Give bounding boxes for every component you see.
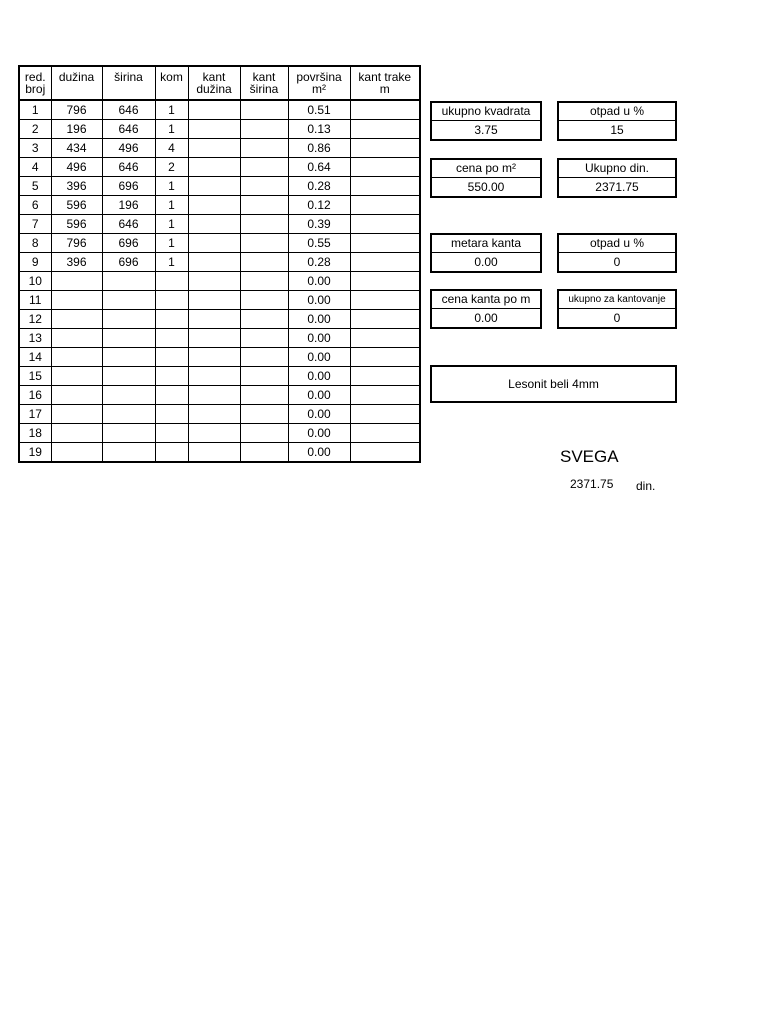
col-kant-duzina-cell[interactable] [188, 272, 240, 291]
col-kant-duzina-cell[interactable] [188, 120, 240, 139]
col-kant-sirina-cell[interactable] [240, 196, 288, 215]
col-red-broj-cell: 14 [19, 348, 51, 367]
col-sirina-cell[interactable]: 496 [102, 139, 155, 158]
table-row [19, 291, 420, 310]
metara-kanta-box [430, 233, 542, 273]
col-kant-sirina-cell[interactable] [240, 120, 288, 139]
col-sirina-cell[interactable]: 646 [102, 100, 155, 120]
col-kant-trake-cell[interactable] [350, 310, 420, 329]
col-kom-cell[interactable] [155, 424, 188, 443]
cena-po-m2-box [430, 158, 542, 198]
col-kant-trake-cell[interactable] [350, 367, 420, 386]
col-kant-duzina-header: kant dužina [188, 66, 240, 100]
col-sirina-cell[interactable]: 696 [102, 253, 155, 272]
ukupno-din-box [557, 158, 677, 198]
col-sirina-cell[interactable]: 646 [102, 158, 155, 177]
col-kant-duzina-cell[interactable] [188, 177, 240, 196]
ukupno-kvadrata-value[interactable]: 3.75 [474, 123, 498, 137]
col-kant-sirina-cell[interactable] [240, 367, 288, 386]
table-row [19, 234, 420, 253]
col-kom-cell[interactable]: 1 [155, 215, 188, 234]
col-kom-cell[interactable]: 1 [155, 234, 188, 253]
table-row [19, 215, 420, 234]
col-povrsina-cell: 0.28 [288, 177, 350, 196]
table-row [19, 120, 420, 139]
col-duzina-cell[interactable]: 396 [51, 177, 102, 196]
col-kant-sirina-cell[interactable] [240, 424, 288, 443]
col-kant-duzina-cell[interactable] [188, 367, 240, 386]
otpad-value[interactable]: 15 [610, 123, 624, 137]
col-kom-cell[interactable] [155, 405, 188, 424]
col-sirina-cell[interactable] [102, 367, 155, 386]
col-sirina-cell[interactable] [102, 329, 155, 348]
col-duzina-cell[interactable] [51, 329, 102, 348]
col-duzina-cell[interactable]: 796 [51, 100, 102, 120]
col-kom-cell[interactable] [155, 367, 188, 386]
table-row [19, 348, 420, 367]
col-kant-sirina-cell[interactable] [240, 234, 288, 253]
ukupno-din-label: Ukupno din. [559, 160, 675, 178]
ukupno-kantovanje-value[interactable]: 0 [613, 311, 621, 325]
col-kom-cell[interactable]: 1 [155, 100, 188, 120]
col-red-broj-cell: 17 [19, 405, 51, 424]
col-kant-duzina-cell[interactable] [188, 158, 240, 177]
col-kant-trake-cell[interactable] [350, 177, 420, 196]
cena-kanta-value[interactable]: 0.00 [474, 311, 498, 325]
col-sirina-cell[interactable] [102, 272, 155, 291]
col-kant-duzina-cell[interactable] [188, 234, 240, 253]
otpad-kant-box [557, 233, 677, 273]
col-povrsina-cell: 0.00 [288, 367, 350, 386]
col-kant-trake-cell[interactable] [350, 139, 420, 158]
col-duzina-cell[interactable] [51, 424, 102, 443]
table-row [19, 386, 420, 405]
col-sirina-cell[interactable] [102, 310, 155, 329]
col-kant-sirina-cell[interactable] [240, 215, 288, 234]
col-duzina-cell[interactable]: 434 [51, 139, 102, 158]
col-sirina-cell[interactable] [102, 443, 155, 463]
col-sirina-cell[interactable]: 646 [102, 215, 155, 234]
col-red-broj-cell: 16 [19, 386, 51, 405]
col-kant-trake-cell[interactable] [350, 272, 420, 291]
col-duzina-cell[interactable]: 396 [51, 253, 102, 272]
col-kant-duzina-cell[interactable] [188, 405, 240, 424]
col-kom-cell[interactable] [155, 443, 188, 463]
col-sirina-cell[interactable] [102, 348, 155, 367]
col-duzina-cell[interactable]: 596 [51, 215, 102, 234]
col-kant-sirina-cell[interactable] [240, 291, 288, 310]
table-header-row [19, 66, 420, 100]
cena-kanta-label: cena kanta po m [432, 291, 540, 309]
col-kant-sirina-cell[interactable] [240, 177, 288, 196]
col-kant-sirina-cell[interactable] [240, 253, 288, 272]
col-kant-duzina-cell[interactable] [188, 424, 240, 443]
col-kom-cell[interactable] [155, 291, 188, 310]
col-duzina-cell[interactable] [51, 443, 102, 463]
col-kom-cell[interactable]: 1 [155, 253, 188, 272]
col-duzina-cell[interactable] [51, 291, 102, 310]
col-kant-duzina-cell[interactable] [188, 215, 240, 234]
col-kom-cell[interactable]: 1 [155, 177, 188, 196]
col-kom-cell[interactable] [155, 272, 188, 291]
col-duzina-cell[interactable] [51, 272, 102, 291]
col-red-broj-cell: 5 [19, 177, 51, 196]
col-duzina-cell[interactable] [51, 386, 102, 405]
col-kant-sirina-cell[interactable] [240, 386, 288, 405]
col-kant-duzina-cell[interactable] [188, 443, 240, 463]
table-row [19, 272, 420, 291]
col-kant-duzina-cell[interactable] [188, 329, 240, 348]
col-kant-duzina-cell[interactable] [188, 386, 240, 405]
material-cell[interactable]: Lesonit beli 4mm [430, 365, 677, 403]
col-kom-cell[interactable] [155, 329, 188, 348]
col-kant-duzina-cell[interactable] [188, 291, 240, 310]
ukupno-kantovanje-label: ukupno za kantovanje [559, 291, 675, 309]
otpad-box [557, 101, 677, 141]
col-kant-trake-cell[interactable] [350, 158, 420, 177]
col-povrsina-cell: 0.39 [288, 215, 350, 234]
table-row [19, 139, 420, 158]
col-povrsina-cell: 0.00 [288, 348, 350, 367]
col-kom-cell[interactable]: 1 [155, 120, 188, 139]
col-povrsina-cell: 0.00 [288, 291, 350, 310]
col-povrsina-cell: 0.00 [288, 405, 350, 424]
ukupno-kantovanje-box [557, 289, 677, 329]
col-kant-trake-header: kant trake m [350, 66, 420, 100]
col-kant-duzina-cell[interactable] [188, 139, 240, 158]
col-kant-trake-cell[interactable] [350, 443, 420, 463]
ukupno-din-value[interactable]: 2371.75 [595, 180, 639, 194]
otpad-kant-value[interactable]: 0 [613, 255, 621, 269]
otpad-label: otpad u % [559, 103, 675, 121]
table-row [19, 367, 420, 386]
col-kant-trake-cell[interactable] [350, 348, 420, 367]
col-sirina-cell[interactable]: 196 [102, 196, 155, 215]
table-row [19, 424, 420, 443]
col-kant-trake-cell[interactable] [350, 329, 420, 348]
col-red-broj-cell: 18 [19, 424, 51, 443]
cena-kanta-box [430, 289, 542, 329]
cena-po-m2-label: cena po m² [432, 160, 540, 178]
col-kant-sirina-cell[interactable] [240, 158, 288, 177]
col-kant-duzina-cell[interactable] [188, 196, 240, 215]
col-red-broj-cell: 8 [19, 234, 51, 253]
col-povrsina-cell: 0.00 [288, 329, 350, 348]
col-kant-trake-cell[interactable] [350, 386, 420, 405]
col-red-broj-cell: 9 [19, 253, 51, 272]
col-kom-cell[interactable] [155, 310, 188, 329]
col-povrsina-cell: 0.00 [288, 272, 350, 291]
col-kant-trake-cell[interactable] [350, 234, 420, 253]
col-kant-sirina-cell[interactable] [240, 329, 288, 348]
col-kom-cell[interactable] [155, 386, 188, 405]
table-row [19, 405, 420, 424]
col-kant-trake-cell[interactable] [350, 291, 420, 310]
col-red-broj-cell: 11 [19, 291, 51, 310]
col-povrsina-cell: 0.12 [288, 196, 350, 215]
col-kant-trake-cell[interactable] [350, 100, 420, 120]
otpad-kant-label: otpad u % [559, 235, 675, 253]
col-kom-header: kom [155, 66, 188, 100]
col-red-broj-cell: 15 [19, 367, 51, 386]
col-kant-trake-cell[interactable] [350, 196, 420, 215]
col-povrsina-cell: 0.00 [288, 424, 350, 443]
col-duzina-cell[interactable] [51, 405, 102, 424]
col-kant-trake-cell[interactable] [350, 253, 420, 272]
col-povrsina-cell: 0.13 [288, 120, 350, 139]
col-povrsina-cell: 0.00 [288, 443, 350, 463]
col-sirina-cell[interactable]: 696 [102, 234, 155, 253]
col-duzina-header: dužina [51, 66, 102, 100]
col-kom-cell[interactable]: 1 [155, 196, 188, 215]
col-kant-trake-cell[interactable] [350, 405, 420, 424]
col-kant-duzina-cell[interactable] [188, 253, 240, 272]
ukupno-kvadrata-box [430, 101, 542, 141]
col-kant-sirina-cell[interactable] [240, 272, 288, 291]
col-povrsina-cell: 0.64 [288, 158, 350, 177]
col-povrsina-cell: 0.51 [288, 100, 350, 120]
col-kant-trake-cell[interactable] [350, 120, 420, 139]
svega-label: SVEGA [560, 447, 619, 466]
table-row [19, 158, 420, 177]
col-sirina-cell[interactable]: 696 [102, 177, 155, 196]
col-kant-sirina-cell[interactable] [240, 100, 288, 120]
col-red-broj-cell: 2 [19, 120, 51, 139]
table-row [19, 310, 420, 329]
col-duzina-cell[interactable]: 796 [51, 234, 102, 253]
col-povrsina-cell: 0.55 [288, 234, 350, 253]
col-kant-trake-cell[interactable] [350, 424, 420, 443]
col-duzina-cell[interactable]: 196 [51, 120, 102, 139]
col-kant-duzina-cell[interactable] [188, 100, 240, 120]
col-red-broj-header: red. broj [19, 66, 51, 100]
svega-total: 2371.75 [570, 477, 614, 491]
col-sirina-header: širina [102, 66, 155, 100]
col-povrsina-cell: 0.00 [288, 310, 350, 329]
col-kant-sirina-cell[interactable] [240, 405, 288, 424]
table-row [19, 443, 420, 463]
col-duzina-cell[interactable] [51, 348, 102, 367]
col-kom-cell[interactable]: 4 [155, 139, 188, 158]
metara-kanta-value[interactable]: 0.00 [474, 255, 498, 269]
cena-po-m2-value[interactable]: 550.00 [467, 180, 505, 194]
currency-label: din. [636, 479, 656, 493]
table-row [19, 100, 420, 120]
col-povrsina-cell: 0.00 [288, 386, 350, 405]
col-povrsina-cell: 0.86 [288, 139, 350, 158]
col-red-broj-cell: 1 [19, 100, 51, 120]
col-kant-duzina-cell[interactable] [188, 348, 240, 367]
col-kant-duzina-cell[interactable] [188, 310, 240, 329]
col-duzina-cell[interactable] [51, 310, 102, 329]
col-red-broj-cell: 7 [19, 215, 51, 234]
table-row [19, 196, 420, 215]
col-sirina-cell[interactable] [102, 405, 155, 424]
col-red-broj-cell: 3 [19, 139, 51, 158]
col-duzina-cell[interactable]: 496 [51, 158, 102, 177]
col-red-broj-cell: 12 [19, 310, 51, 329]
parts-table [18, 65, 421, 463]
col-kom-cell[interactable] [155, 348, 188, 367]
col-povrsina-cell: 0.28 [288, 253, 350, 272]
col-kant-sirina-cell[interactable] [240, 443, 288, 463]
col-povrsina-header: površina m² [288, 66, 350, 100]
col-duzina-cell[interactable] [51, 367, 102, 386]
col-kom-cell[interactable]: 2 [155, 158, 188, 177]
table-row [19, 253, 420, 272]
col-red-broj-cell: 6 [19, 196, 51, 215]
col-sirina-cell[interactable] [102, 291, 155, 310]
table-row [19, 177, 420, 196]
col-sirina-cell[interactable] [102, 386, 155, 405]
col-red-broj-cell: 4 [19, 158, 51, 177]
col-red-broj-cell: 13 [19, 329, 51, 348]
col-red-broj-cell: 19 [19, 443, 51, 463]
col-sirina-cell[interactable]: 646 [102, 120, 155, 139]
metara-kanta-label: metara kanta [432, 235, 540, 253]
col-kant-sirina-cell[interactable] [240, 139, 288, 158]
col-kant-sirina-header: kant širina [240, 66, 288, 100]
col-sirina-cell[interactable] [102, 424, 155, 443]
col-duzina-cell[interactable]: 596 [51, 196, 102, 215]
col-kant-trake-cell[interactable] [350, 215, 420, 234]
table-row [19, 329, 420, 348]
ukupno-kvadrata-label: ukupno kvadrata [432, 103, 540, 121]
col-kant-sirina-cell[interactable] [240, 348, 288, 367]
col-kant-sirina-cell[interactable] [240, 310, 288, 329]
col-red-broj-cell: 10 [19, 272, 51, 291]
